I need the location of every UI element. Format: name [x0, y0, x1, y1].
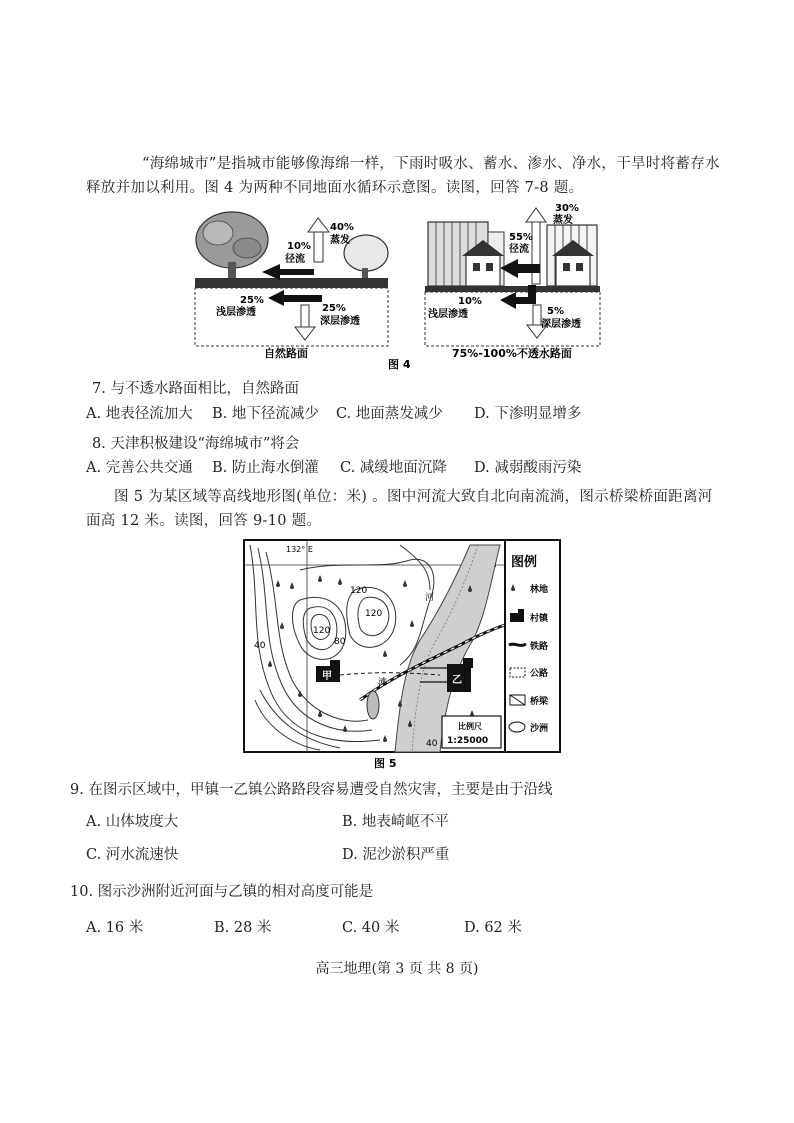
natural-evap-label: 蒸发	[330, 235, 350, 246]
ground-surface	[195, 278, 388, 288]
contour-label: 40	[254, 641, 266, 651]
urban-deep-label: 深层渗透	[541, 319, 581, 330]
legend-road: 公路	[530, 669, 549, 679]
natural-runoff-pct: 10%	[287, 241, 311, 252]
q8-option-b[interactable]: B. 防止海水倒灌	[212, 460, 319, 476]
legend-forest: 林地	[530, 585, 549, 595]
q7-option-b[interactable]: B. 地下径流减少	[212, 406, 319, 422]
q9-option-a[interactable]: A. 山体坡度大	[86, 814, 179, 830]
page-footer: 高三地理(第 3 页 共 8 页)	[315, 961, 479, 977]
q10-stem: 10. 图示沙洲附近河面与乙镇的相对高度可能是	[70, 884, 374, 900]
tree-icon	[344, 235, 388, 280]
paved-surface	[425, 286, 600, 292]
deep-infiltration-arrow-icon	[295, 305, 315, 340]
q8-option-a[interactable]: A. 完善公共交通	[86, 460, 193, 476]
fig4-label: 图 4	[388, 358, 411, 371]
contour-label: 120	[313, 626, 331, 636]
natural-deep-pct: 25%	[322, 303, 346, 314]
urban-deep-pct: 5%	[547, 306, 564, 317]
fig4-natural-caption: 自然路面	[264, 347, 308, 360]
longitude-label: 132° E	[286, 545, 313, 554]
q9-option-b[interactable]: B. 地表崎岖不平	[342, 814, 449, 830]
natural-runoff-label: 径流	[285, 254, 305, 265]
shallow-infiltration-arrow-icon	[268, 290, 322, 306]
sandbar-label: 滩	[378, 678, 388, 688]
legend-village: 村镇	[530, 614, 549, 624]
fig4-urban-panel	[425, 203, 600, 360]
contour-label: 80	[334, 637, 346, 647]
intro-paragraph-2: 图 5 为某区域等高线地形图(单位：米) 。图中河流大致自北向南流淌，图示桥梁桥面距离河面高 12 米。读图，回答 9-10 题。	[86, 489, 713, 529]
railway-icon	[509, 644, 526, 645]
q10-option-b[interactable]: B. 28 米	[214, 920, 272, 936]
q9-option-d[interactable]: D. 泥沙淤积严重	[342, 847, 450, 863]
natural-evap-pct: 40%	[330, 222, 354, 233]
legend-title: 图例	[511, 555, 538, 570]
intro-paragraph-1: “海绵城市”是指城市能够像海绵一样，下雨时吸水、蓄水、渗水、净水，干旱时将蓄存水释放并加以利用。图 4 为两种不同地面水循环示意图。读图，回答 7-8 题。	[86, 156, 720, 196]
fig4-urban-caption: 75%-100%不透水路面	[452, 347, 572, 360]
legend-railway: 铁路	[530, 642, 549, 652]
natural-shallow-pct: 25%	[240, 295, 264, 306]
q10-option-d[interactable]: D. 62 米	[464, 920, 522, 936]
q10-option-c[interactable]: C. 40 米	[342, 920, 400, 936]
urban-runoff-pct: 55%	[509, 232, 533, 243]
contour-label: 120	[365, 609, 383, 619]
tree-icon	[196, 212, 268, 278]
contour-label: 40	[426, 739, 438, 749]
town-jia-label: 甲	[322, 671, 332, 682]
urban-evap-label: 蒸发	[553, 215, 573, 226]
fig4-natural-panel	[195, 212, 388, 360]
evaporation-arrow-icon	[308, 218, 329, 262]
figure-5-contour-map	[0, 536, 794, 771]
scale-label: 比例尺	[458, 722, 482, 731]
q10-option-a[interactable]: A. 16 米	[86, 920, 144, 936]
urban-evap-pct: 30%	[555, 203, 579, 214]
scale-value: 1:25000	[447, 736, 489, 746]
river-label: 河	[425, 593, 435, 603]
natural-deep-label: 深层渗透	[320, 316, 360, 327]
fig5-label: 图 5	[374, 757, 397, 770]
town-yi-label: 乙	[452, 675, 462, 686]
urban-runoff-label: 径流	[509, 244, 529, 255]
q7-option-c[interactable]: C. 地面蒸发减少	[336, 406, 443, 422]
runoff-arrow-icon	[262, 264, 314, 280]
natural-shallow-label: 浅层渗透	[216, 307, 256, 318]
q7-option-d[interactable]: D. 下渗明显增多	[474, 406, 582, 422]
q7-stem: 7. 与不透水路面相比，自然路面	[92, 381, 299, 397]
q9-stem: 9. 在图示区域中，甲镇一乙镇公路路段容易遭受自然灾害，主要是由于沿线	[70, 782, 553, 798]
q8-option-d[interactable]: D. 减弱酸雨污染	[474, 460, 582, 476]
q9-option-c[interactable]: C. 河水流速快	[86, 847, 179, 863]
figure-4-water-cycle	[0, 198, 794, 373]
q8-option-c[interactable]: C. 减缓地面沉降	[340, 460, 447, 476]
urban-shallow-label: 浅层渗透	[428, 309, 468, 320]
sandbar-icon	[367, 691, 379, 719]
contour-label: 120	[350, 586, 368, 596]
legend-sandbar: 沙洲	[530, 724, 549, 734]
q8-stem: 8. 天津积极建设“海绵城市”将会	[92, 436, 300, 452]
q7-option-a[interactable]: A. 地表径流加大	[86, 406, 193, 422]
legend-bridge: 桥梁	[530, 697, 549, 707]
urban-shallow-pct: 10%	[458, 296, 482, 307]
